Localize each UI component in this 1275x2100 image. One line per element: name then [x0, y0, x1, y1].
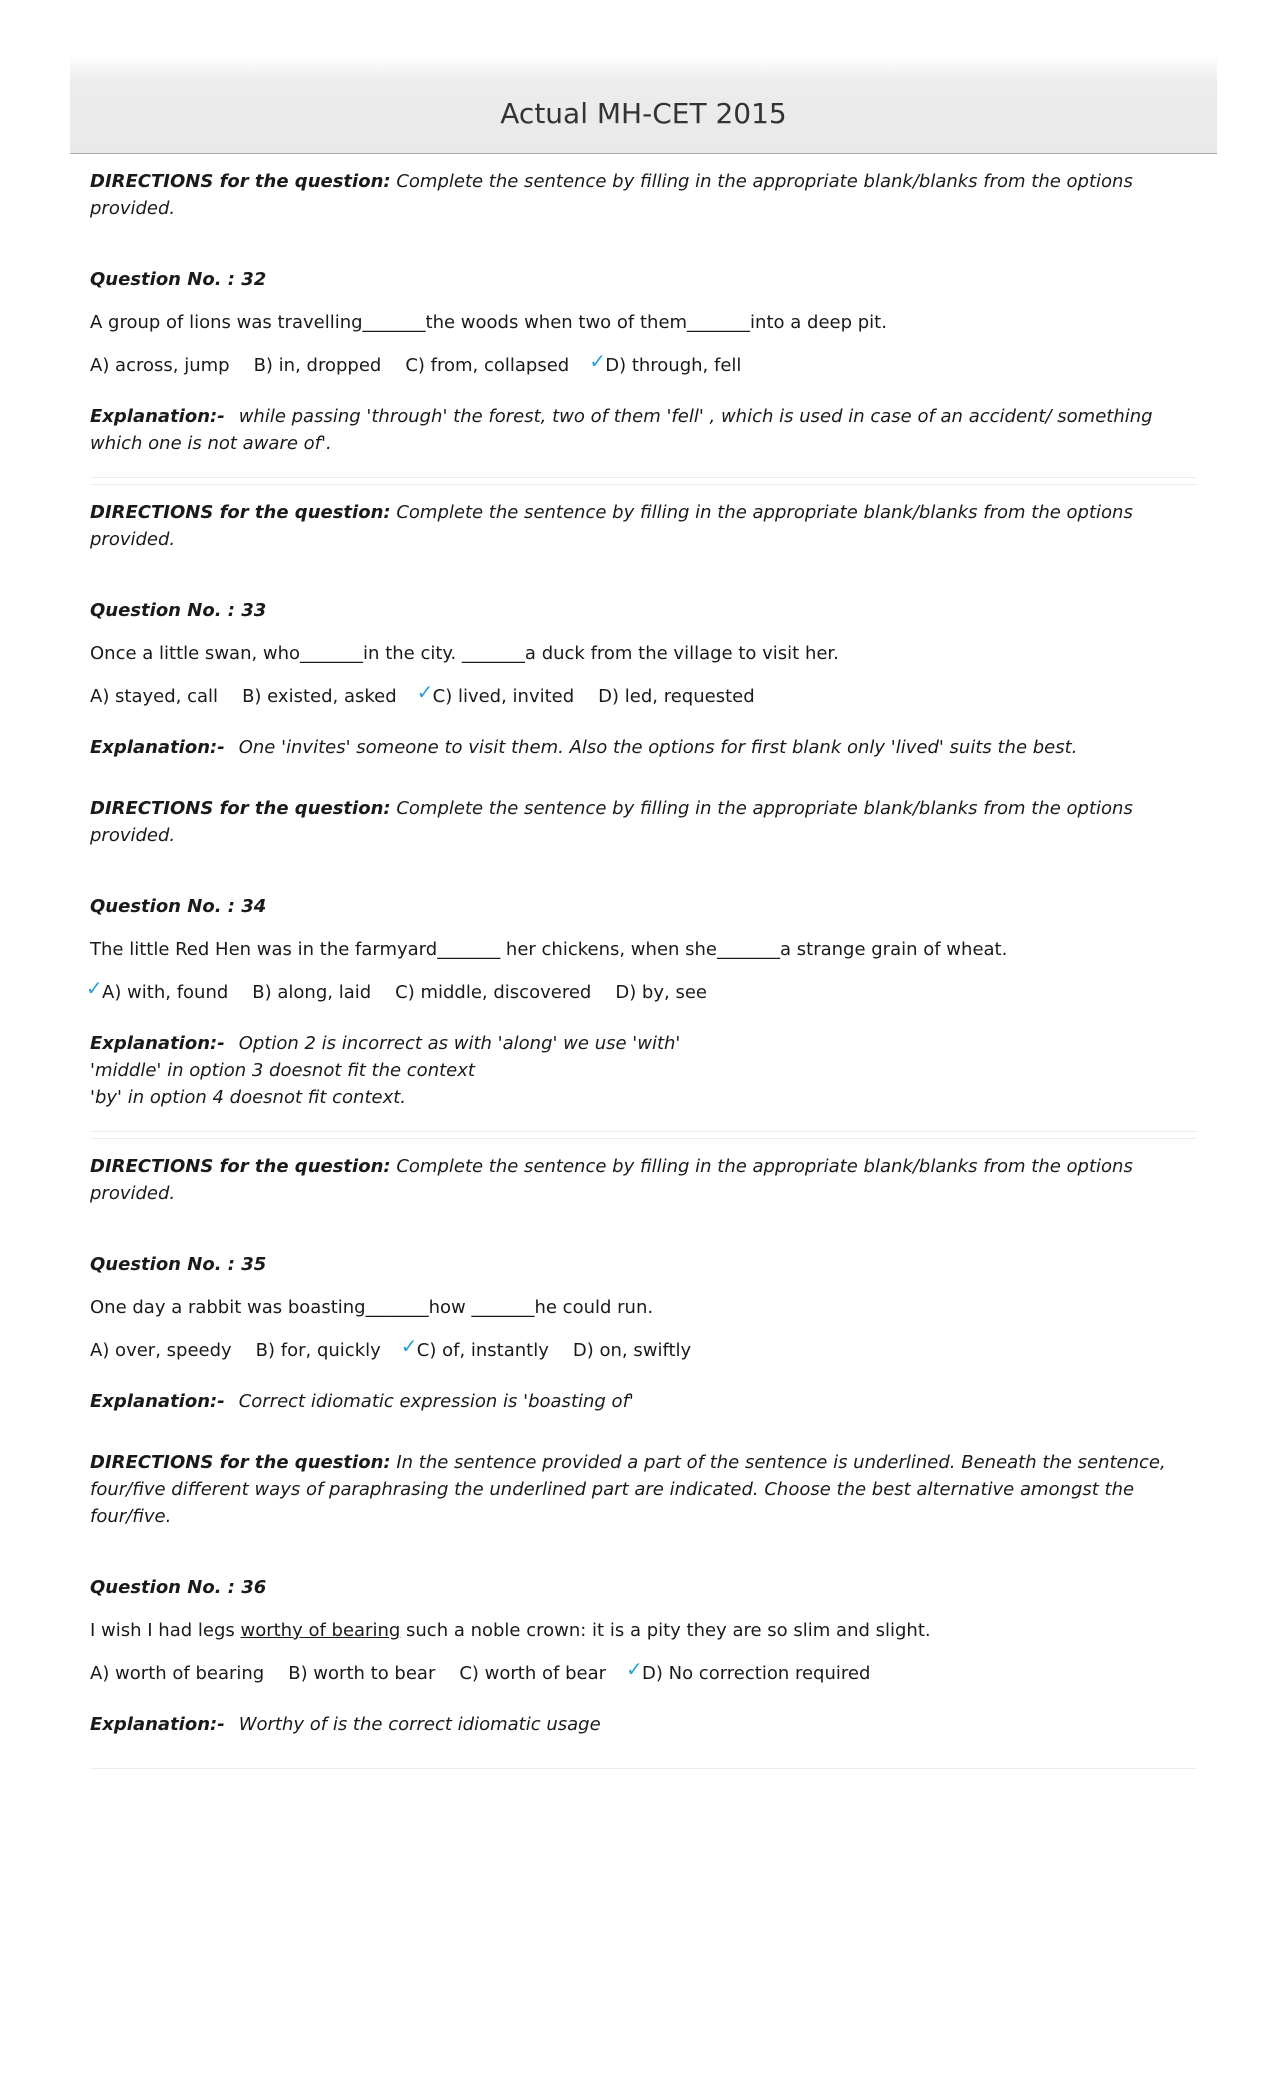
directions [90, 168, 1197, 222]
explanation-text: Correct idiomatic expression is 'boasting of' [238, 1391, 634, 1412]
checkmark-icon: ✓ [400, 1334, 418, 1358]
directions-label: DIRECTIONS for the question: [90, 171, 391, 192]
option-d-correct: ✓ D) No correction required [626, 1657, 871, 1684]
explanation-line-2: 'middle' in option 3 doesnot fit the context [90, 1060, 475, 1081]
question-number: Question No. : 32 [90, 269, 267, 290]
explanation-label: Explanation:- [90, 406, 225, 427]
directions [90, 795, 1197, 849]
options-row [90, 680, 1197, 710]
directions-label: DIRECTIONS for the question: [90, 1452, 391, 1473]
option-c: C) from, collapsed [405, 355, 570, 376]
option-a: A) across, jump [90, 355, 230, 376]
explanation-text: One 'invites' someone to visit them. Also the options for first blank only 'lived' suits the best. [238, 737, 1078, 758]
option-b: B) for, quickly [255, 1340, 381, 1361]
directions [90, 1449, 1197, 1530]
option-d: D) led, requested [598, 686, 755, 707]
directions-text: Complete the sentence by filling in the appropriate blank/blanks from the options provided. [90, 1156, 1133, 1204]
explanation [90, 403, 1197, 457]
directions [90, 499, 1197, 553]
explanation-text: while passing 'through' the forest, two of them 'fell' , which is used in case of an accident/ something which one is not aware of'. [90, 406, 1153, 454]
question-text: The little Red Hen was in the farmyard_______ her chickens, when she_______a strange grain of wheat. [90, 939, 1008, 960]
option-d-correct: ✓ D) through, fell [589, 349, 742, 376]
option-a: A) over, speedy [90, 1340, 232, 1361]
checkmark-icon: ✓ [416, 680, 434, 704]
option-a-correct: ✓ A) with, found [86, 976, 229, 1003]
explanation [90, 1711, 1197, 1738]
explanation-label: Explanation:- [90, 1033, 225, 1054]
directions-label: DIRECTIONS for the question: [90, 502, 391, 523]
explanation-line-1: Option 2 is incorrect as with 'along' we use 'with' [238, 1033, 681, 1054]
explanation-label: Explanation:- [90, 1391, 225, 1412]
options-row [90, 1657, 1197, 1687]
directions-label: DIRECTIONS for the question: [90, 1156, 391, 1177]
directions-text: Complete the sentence by filling in the appropriate blank/blanks from the options provided. [90, 171, 1133, 219]
question-number: Question No. : 33 [90, 600, 267, 621]
directions-label: DIRECTIONS for the question: [90, 798, 391, 819]
question-block-36 [90, 1415, 1197, 1769]
options-row [86, 976, 1197, 1006]
underlined-phrase: worthy of bearing [240, 1620, 401, 1641]
directions-text: Complete the sentence by filling in the appropriate blank/blanks from the options provided. [90, 798, 1133, 846]
directions [90, 1153, 1197, 1207]
question-number: Question No. : 34 [90, 896, 267, 917]
checkmark-icon: ✓ [589, 349, 606, 373]
option-c: C) middle, discovered [395, 982, 592, 1003]
explanation [90, 1030, 1197, 1111]
option-a: A) stayed, call [90, 686, 219, 707]
checkmark-icon: ✓ [626, 1657, 643, 1681]
option-c-correct: ✓ C) of, instantly [400, 1334, 549, 1361]
options-row [90, 349, 1197, 379]
question-block-35 [90, 1138, 1197, 1415]
question-text: Once a little swan, who_______in the city. _______a duck from the village to visit her. [90, 643, 839, 664]
question-block-33 [90, 484, 1197, 761]
question-number: Question No. : 36 [90, 1577, 267, 1598]
explanation [90, 734, 1197, 761]
explanation [90, 1388, 1197, 1415]
option-b: B) along, laid [252, 982, 372, 1003]
option-d: D) by, see [615, 982, 707, 1003]
option-b: B) worth to bear [288, 1663, 436, 1684]
question-text: A group of lions was travelling_______the woods when two of them_______into a deep pit. [90, 312, 887, 333]
explanation-label: Explanation:- [90, 1714, 225, 1735]
option-c: C) worth of bear [459, 1663, 606, 1684]
option-c-correct: ✓ C) lived, invited [416, 680, 575, 707]
checkmark-icon: ✓ [86, 976, 103, 1000]
question-block-32 [90, 154, 1197, 478]
question-text: One day a rabbit was boasting_______how _______he could run. [90, 1297, 654, 1318]
explanation-label: Explanation:- [90, 737, 225, 758]
option-d: D) on, swiftly [572, 1340, 692, 1361]
explanation-text: Worthy of is the correct idiomatic usage [238, 1714, 601, 1735]
option-b: B) existed, asked [242, 686, 397, 707]
explanation-line-3: 'by' in option 4 doesnot fit context. [90, 1087, 407, 1108]
questions-content [70, 154, 1217, 1769]
page-header [70, 55, 1217, 154]
directions-text: In the sentence provided a part of the sentence is underlined. Beneath the sentence, four/five different ways of paraphrasing the underlined part are indicated. Choose the best alternative amongst the four/five. [90, 1452, 1166, 1527]
question-block-34 [86, 761, 1197, 1132]
question-text: I wish I had legs worthy of bearing such a noble crown: it is a pity they are so slim and slight. [90, 1620, 931, 1641]
directions-text: Complete the sentence by filling in the appropriate blank/blanks from the options provided. [90, 502, 1133, 550]
document-page [70, 55, 1217, 1769]
question-number: Question No. : 35 [90, 1254, 267, 1275]
page-title: Actual MH-CET 2015 [500, 96, 787, 130]
option-b: B) in, dropped [253, 355, 382, 376]
option-a: A) worth of bearing [90, 1663, 265, 1684]
options-row [90, 1334, 1197, 1364]
